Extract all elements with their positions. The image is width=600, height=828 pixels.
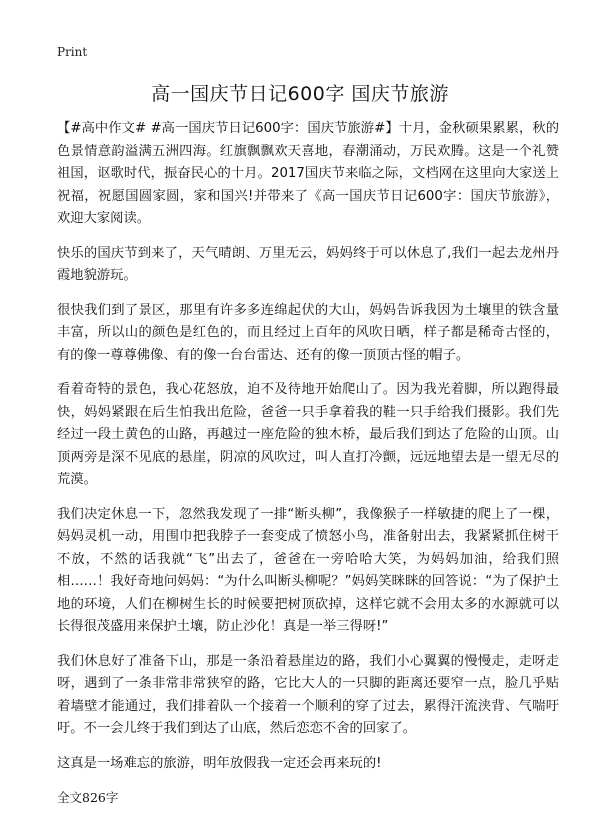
article-paragraph: 我们休息好了准备下山，那是一条沿着悬崖边的路，我们小心翼翼的慢慢走，走呀走呀，遇到了一条非常非常狭窄的路，它比大人的一只脚的距离还要窄一点，脸几乎贴着墙壁才能通过，我们排着队一个接着一个顺利的穿了过去，累得汗流浃背、气喘吁吁。不一会儿终于我们到达了山底，然后恋恋不舍的回家了。 [57,653,559,736]
article-body [57,118,559,809]
word-count: 全文826字 [57,790,119,805]
article-paragraph: 快乐的国庆节到来了，天气晴朗、万里无云，妈妈终于可以休息了,我们一起去龙州丹霞地貌游玩。 [57,245,559,283]
article-paragraph: 看着奇特的景色，我心花怒放，迫不及待地开始爬山了。因为我光着脚，所以跑得最快，妈妈紧跟在后生怕我出危险，爸爸一只手拿着我的鞋一只手给我们摄影。我们先经过一段土黄色的山路，再越过一座危险的独木桥，最后我们到达了危险的山顶。山顶两旁是深不见底的悬崖，阴凉的风吹过，叫人直打冷颤，远远地望去是一望无尽的荒漠。 [57,382,559,487]
article-paragraph-intro: 【#高中作文# #高一国庆节日记600字：国庆节旅游#】十月，金秋硕果累累，秋的色景情意韵溢满五洲四海。红旗飘飘欢天喜地，春潮涌动，万民欢腾。这是一个礼赞祖国，讴歌时代，振奋民心的十月。2017国庆节来临之际，文档网在这里向大家送上祝福，祝愿国圆家圆，家和国兴!并带来了《高一国庆节日记600字：国庆节旅游》，欢迎大家阅读。 [57,121,559,226]
print-label: Print [57,45,88,59]
page-title: 高一国庆节日记600字 国庆节旅游 [151,83,449,105]
article-paragraph: 很快我们到了景区，那里有许多多连绵起伏的大山，妈妈告诉我因为土壤里的铁含量丰富，所以山的颜色是红色的，而且经过上百年的风吹日晒，样子都是稀奇古怪的，有的像一尊尊佛像、有的像一台台雷达、还有的像一顶顶古怪的帽子。 [57,302,559,363]
article-paragraph: 我们决定休息一下，忽然我发现了一排“断头柳”，我像猴子一样敏捷的爬上了一棵，妈妈灵机一动，用围巾把我脖子一套变成了愤怒小鸟，准备射出去，我紧紧抓住树干不放，不然的话我就“飞”出去了，爸爸在一旁哈哈大笑，为妈妈加油，给我们照相……！我好奇地问妈妈：“为什么叫断头柳呢？”妈妈笑眯眯的回答说：“为了保护土地的环境，人们在柳树生长的时候要把树顶砍掉，这样它就不会用太多的水源就可以长得很茂盛用来保护土壤，防止沙化！真是一举三得呀!” [57,506,559,634]
article-paragraph-closing: 这真是一场难忘的旅游，明年放假我一定还会再来玩的! [57,755,382,771]
